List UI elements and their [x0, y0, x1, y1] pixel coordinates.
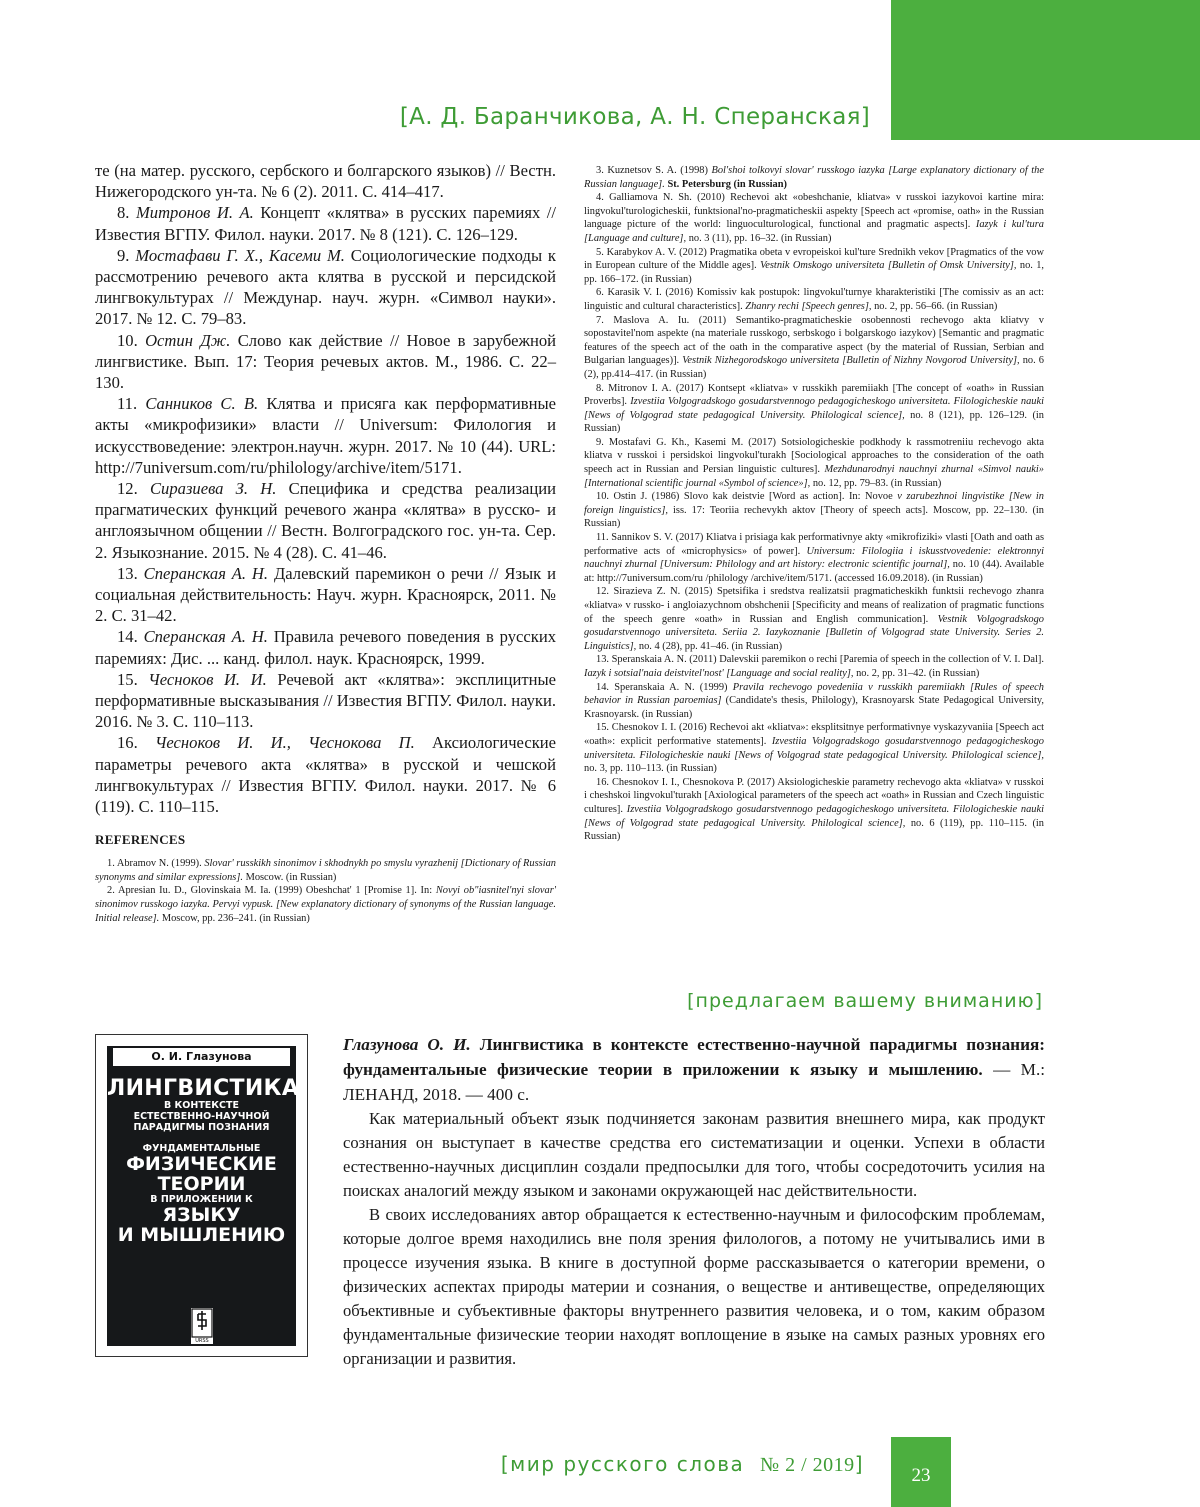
review-title: Глазунова О. И. Лингвистика в контексте естественно-научной парадигмы познания: фундаментальные физические теории в приложении к языку и мышлению. — М.: ЛЕНАНД, 2018. — 400 с. — [343, 1035, 1046, 1104]
ref-ru-10: 10. Остин Дж. Слово как действие // Новое в зарубежной лингвистике. Вып. 17: Теория речевых актов. М., 1986. С. 22–130. — [95, 330, 557, 393]
running-footer-journal: [мир русского слова № 2 / 2019] — [500, 1452, 864, 1476]
ref-en-10: 10. Ostin J. (1986) Slovo kak deistvie [Word as action]. In: Novoe v zarubezhnoi lingvistike [New in foreign linguistics], iss. 17: Teoriia rechevykh aktov [Theory of speech acts]. Moscow, pp. 22–130. (in Russian) — [584, 491, 1044, 530]
ref-ru-15: 15. Чесноков И. И. Речевой акт «клятва»: эксплицитные перформативные высказывания // Известия ВГПУ. Филол. науки. 2016. № 3. С. 110–113. — [95, 669, 556, 732]
ref-ru-8: 8. Митронов И. А. Концепт «клятва» в русских паремиях // Известия ВГПУ. Филол. науки. 2017. № 8 (121). С. 126–129. — [95, 203, 556, 244]
ref-ru-11: 11. Санников С. В. Клятва и присяга как перформативные акты «микрофизики» власти // Universum: Филология и искусствоведение: электрон.научн. журн. 2017. № 10 (44). URL: http://7universum.com/ru/philology/archive/item/5171. — [95, 394, 556, 477]
ref-en-1: 1. Abramov N. (1999). Slovar' russkikh sinonimov i skhodnykh po smyslu vyrazhenij [Dictionary of Russian synonyms and similar expressions]. Moscow. (in Russian) — [95, 858, 556, 883]
page-number: 23 — [911, 1465, 931, 1486]
book-cover-line7: ТЕОРИИ — [157, 1173, 246, 1195]
section-heading: [предлагаем вашему вниманию] — [687, 990, 1043, 1012]
ref-en-11: 11. Sannikov S. V. (2017) Kliatva i prisiaga kak performativnye akty «mikrofiziki» vlasti [Oath and oath as performative acts of «microphysics» of power]. Universum: Filologiia i iskusstvovedenie: elektronnyi nauchnyi zhurnal [Universum: Philology and art history: electronic scientific journal], no. 10 (44). Available at: http://7universum.com/ru /philology /archive/item/5171. (accessed 16.09.2018). (in Russian) — [584, 532, 1044, 584]
book-cover-line4: ПАРАДИГМЫ ПОЗНАНИЯ — [133, 1122, 270, 1133]
ref-en-7: 7. Maslova A. Iu. (2011) Semantiko-pragmaticheskie osobennosti rechevogo akta kliatvy v sopostavitel'nom aspekte (na materiale russkogo, serbskogo i bolgarskogo iazykov) [Semantic and pragmatic features of the speech act of the oath in the comparative aspect (by the material of Russian, Serbian and Bulgarian languages)]. Vestnik Nizhegorodskogo universiteta [Bulletin of Nizhny Novgorod University], no. 6 (2), pp.414–417. (in Russian) — [584, 314, 1044, 380]
ref-ru-14: 14. Сперанская А. Н. Правила речевого поведения в русских паремиях: Дис. ... канд. филол. наук. Красноярск, 1999. — [95, 627, 557, 668]
publisher-logo-icon — [191, 1308, 213, 1344]
book-cover-line3: ЕСТЕСТВЕННО-НАУЧНОЙ — [133, 1111, 270, 1122]
ref-en-14: 14. Speranskaia A. N. (1999) Pravila rechevogo povedeniia v russkikh paremiiakh [Rules of speech behavior in Russian paroemias] (Candidate's thesis, Philology), Krasnoyarsk State Pedagogical University, Krasnoyarsk. (in Russian) — [584, 681, 1044, 720]
ref-ru-13: 13. Сперанская А. Н. Далевский паремикон о речи // Язык и социальная действительность: Науч. журн. Красноярск, 2011. № 2. С. 31–42. — [95, 563, 556, 626]
publisher-logo — [191, 1308, 213, 1344]
book-review — [343, 1032, 1045, 1371]
ref-ru-9: 9. Мостафави Г. Х., Касеми М. Социологические подходы к рассмотрению речевого акта клятва в русской и персидской лингвокультурах // Междунар. науч. журн. «Символ науки». 2017. № 12. С. 79–83. — [95, 245, 556, 329]
ref-en-3: 3. Kuznetsov S. A. (1998) Bol'shoi tolkovyi slovar' russkogo iazyka [Large explanatory dictionary of the Russian language]. St. Petersburg (in Russian) — [584, 165, 1044, 190]
review-paragraph-1: Как материальный объект язык подчиняется законам развития внешнего мира, как продукт сознания он выступает в качестве средства его систематизации и оценки. Успехи в области естественно-научных дисциплин создали предпосылки для того, чтобы сосредоточить усилия на поисках аналогий между языком и законами окружающей нас действительности. — [343, 1109, 1045, 1200]
book-cover-line1: ЛИНГВИСТИКА — [107, 1076, 300, 1101]
book-cover — [95, 1034, 308, 1357]
ref-en-8: 8. Mitronov I. A. (2017) Kontsept «kliatva» v russkikh paremiiakh [The concept of «oath» in Russian Proverbs]. Izvestiia Volgogradskogo gosudarstvennogo pedagogicheskogo universiteta. Filologicheskie nauki [News of Volgograd state pedagogical University. Philological science], no. 8 (121), pp. 126–129. (in Russian) — [584, 382, 1044, 435]
ref-en-12: 12. Sirazieva Z. N. (2015) Spetsifika i sredstva realizatsii pragmaticheskikh funktsii rechevogo zhanra «kliatva» v russko- i angloiazychnom obshchenii [Specificity and means of realization of pragmatic functions of the speech genre «oath» in Russian and English communication]. Vestnik Volgogradskogo gosudarstvennogo universiteta. Seriia 2. Iazykoznanie [Bulletin of Volgograd state University. Series 2. Linguistics], no. 4 (28), pp. 41–46. (in Russian) — [584, 586, 1044, 652]
book-cover-line8: В ПРИЛОЖЕНИИ К — [150, 1194, 253, 1205]
left-column — [95, 160, 556, 925]
ref-en-9: 9. Mostafavi G. Kh., Kasemi M. (2017) Sotsiologicheskie podkhody k rassmotreniiu rechevogo akta kliatva v russkoi i persidskoi lingvokul'turakh [Sociological approaches to the consideration of the oath speech act in Russian and Persian linguistic cultures]. Mezhdunarodnyi nauchnyi zhurnal «Simvol nauki» [International scientific journal «Symbol of science»], no. 12, pp. 79–83. (in Russian) — [584, 436, 1044, 489]
ref-ru-16: 16. Чесноков И. И., Чеснокова П. Аксиологические параметры речевого акта «клятва» в русской и чешской лингвокультурах // Известия ВГПУ. Филол. науки. 2017. № 6 (119). С. 110–115. — [95, 733, 556, 817]
ref-en-16: 16. Chesnokov I. I., Chesnokova P. (2017) Aksiologicheskie parametry rechevogo akta «kliatva» v russkoi i cheshskoi lingvokul'turakh [Axiological parameters of the speech act «oath» in Russian and Czech linguistic cultures]. Izvestiia Volgogradskogo gosudarstvennogo pedagogicheskogo universiteta. Filologicheskie nauki [News of Volgograd state pedagogical University. Philological science], no. 6 (119), pp. 110–115. (in Russian) — [584, 776, 1044, 843]
book-cover-line10: И МЫШЛЕНИЮ — [117, 1224, 286, 1246]
ref-en-6: 6. Karasik V. I. (2016) Komissiv kak postupok: lingvokul'turnye kharakteristiki [The comissiv as an act: linguistic and cultural characteristics]. Zhanry rechi [Speech genres], no. 2, pp. 56–66. (in Russian) — [584, 287, 1044, 312]
book-cover-author: О. И. Глазунова — [113, 1048, 290, 1066]
book-cover-line5: ФУНДАМЕНТАЛЬНЫЕ — [142, 1143, 261, 1154]
svg-text:URSS: URSS — [195, 1338, 209, 1344]
book-cover-line6: ФИЗИЧЕСКИЕ — [126, 1153, 277, 1175]
review-paragraph-2: В своих исследованиях автор обращается к естественно-научным и философским проблемам, которые долгое время находились вне поля зрения филологов, а потому не учитывались ими в процессе изучения языка. В книге в доступной форме рассказывается о категории времени, о физических аспектах природы материи и сознания, о веществе и антивеществе, определяющих объективные и субъективные факторы внутреннего развития человека, и о том, каким образом фундаментальные физические теории находят воплощение в языке на самых разных уровнях его организации и развития. — [343, 1205, 1045, 1368]
ref-ru-12: 12. Сиразиева З. Н. Специфика и средства реализации прагматических функций речевого жанра «клятва» в русско- и англоязычном общении // Вестн. Волгоградского гос. ун-та. Сер. 2. Языкознание. 2015. № 4 (28). С. 41–46. — [95, 479, 557, 562]
book-cover-line9: ЯЗЫКУ — [162, 1204, 241, 1226]
ref-en-4: 4. Galliamova N. Sh. (2010) Rechevoi akt «obeshchanie, kliatva» v russkoi iazykovoi kartine mira: lingvokul'turologicheskii, funktsional'no-pragmaticheskii aspekty [Speech act «promise, oath» in the Russian language picture of the world: linguoculturological, functional and pragmatic aspects]. Iazyk i kul'tura [Language and culture], no. 3 (11), pp. 16–32. (in Russian) — [584, 192, 1044, 244]
running-header-authors: [А. Д. Баранчикова, А. Н. Сперанская] — [399, 104, 870, 130]
book-cover-line2: В КОНТЕКСТЕ — [163, 1100, 240, 1111]
ref-ru-7-continued: те (на матер. русского, сербского и болгарского языков) // Вестн. Нижегородского ун-та. № 6 (2). 2011. С. 414–417. — [95, 161, 556, 202]
references-heading: REFERENCES — [95, 832, 186, 848]
ref-en-15: 15. Chesnokov I. I. (2016) Rechevoi akt «kliatva»: eksplitsitnye performativnye vyskazyvaniia [Speech act «oath»: explicit performative statements]. Izvestiia Volgogradskogo gosudarstvennogo pedagogicheskogo universiteta. Filologicheskie nauki [News of Volgograd state pedagogical University. Philological science], no. 3, pp. 110–113. (in Russian) — [584, 722, 1044, 775]
right-column — [584, 164, 1044, 844]
ref-en-13: 13. Speranskaia A. N. (2011) Dalevskii paremikon o rechi [Paremia of speech in the collection of V. I. Dal]. Iazyk i sotsial'naia deistvitel'nost' [Language and social reality], no. 2, pp. 31–42. (in Russian) — [584, 654, 1044, 679]
top-green-bar — [891, 0, 1200, 140]
book-cover-dark-panel — [107, 1046, 300, 1346]
ref-en-5: 5. Karabykov A. V. (2012) Pragmatika obeta v evropeiskoi kul'ture Srednikh vekov [Pragmatics of the vow in European culture of the Middle ages]. Vestnik Omskogo universiteta [Bulletin of Omsk University], no. 1, pp. 166–172. (in Russian) — [584, 246, 1045, 285]
ref-en-2: 2. Apresian Iu. D., Glovinskaia M. Ia. (1999) Obeshchat' 1 [Promise 1]. In: Novyi ob"iasnitel'nyi slovar' sinonimov russkogo iazyka. Pervyi vypusk. [New explanatory dictionary of synonyms of the Russian language. Initial release]. Moscow, pp. 236–241. (in Russian) — [95, 885, 556, 924]
